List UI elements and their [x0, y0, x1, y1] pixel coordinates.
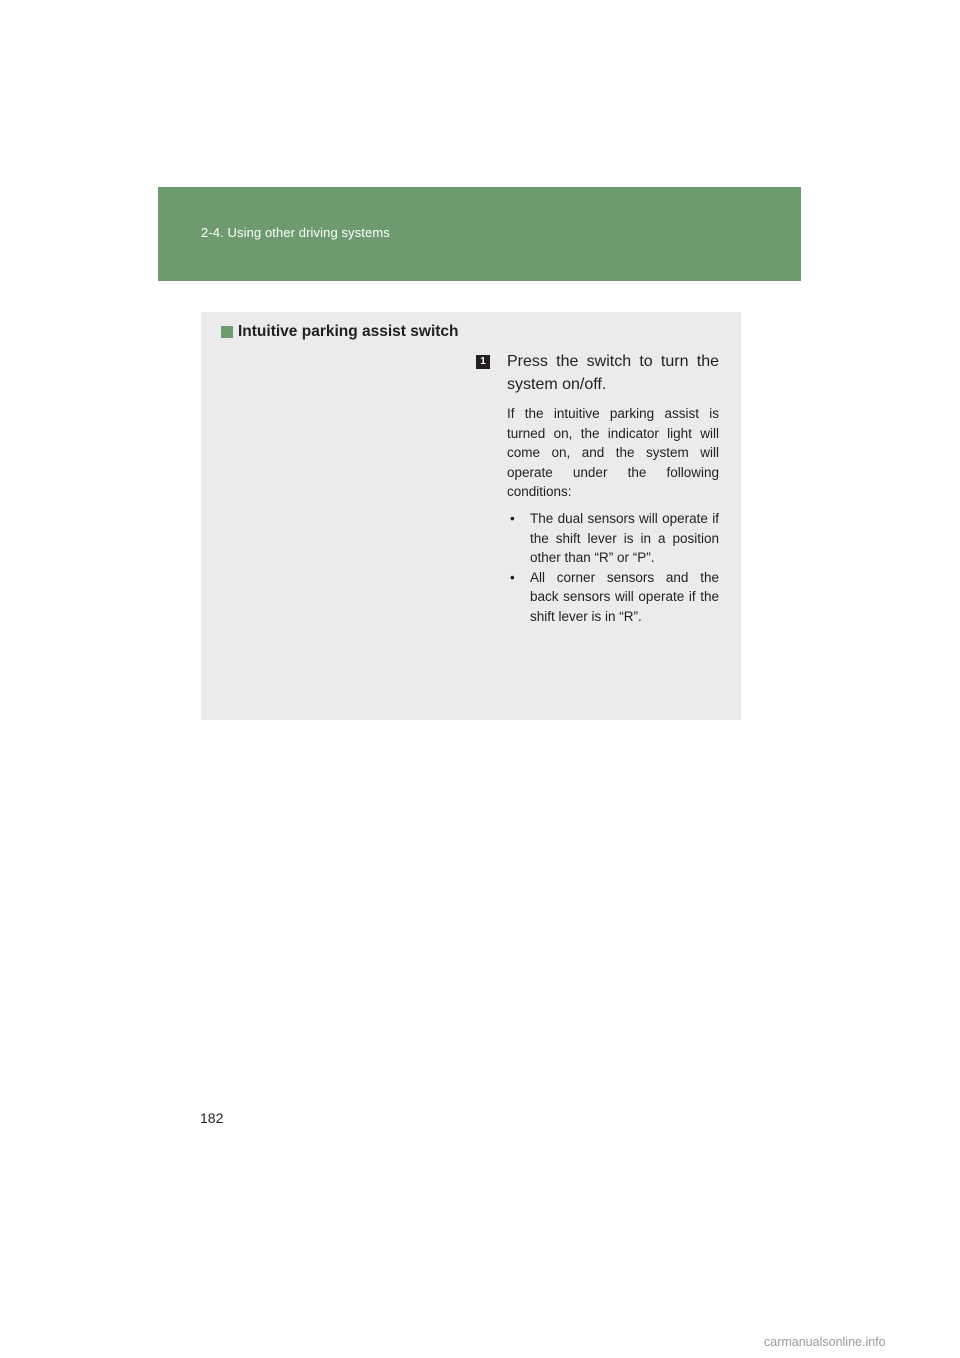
list-item-text: All corner sensors and the back sensors will operate if the shift lever is in “R”. [530, 569, 719, 624]
bullet-icon: • [510, 511, 515, 526]
list-item [507, 509, 719, 568]
step-number-badge: 1 [476, 355, 490, 369]
step-instruction: Press the switch to turn the system on/off. [507, 353, 719, 393]
bullet-icon: • [510, 569, 515, 585]
subheading [221, 323, 459, 341]
list-item-text: The dual sensors will operate if the shift lever is in a position other than “R” or “P”. [530, 511, 719, 565]
watermark: carmanualsonline.info [764, 1335, 886, 1349]
section-header-band [158, 187, 801, 281]
section-title: 2-4. Using other driving systems [201, 225, 390, 240]
content-box [201, 312, 741, 720]
description-paragraph: If the intuitive parking assist is turned on, the indicator light will come on, and the system will operate under the following conditions: [507, 406, 719, 499]
list-item [507, 568, 719, 627]
square-bullet-icon [221, 326, 233, 338]
page-number: 182 [200, 1110, 224, 1126]
conditions-list [507, 509, 719, 626]
subheading-text: Intuitive parking assist switch [238, 323, 459, 340]
